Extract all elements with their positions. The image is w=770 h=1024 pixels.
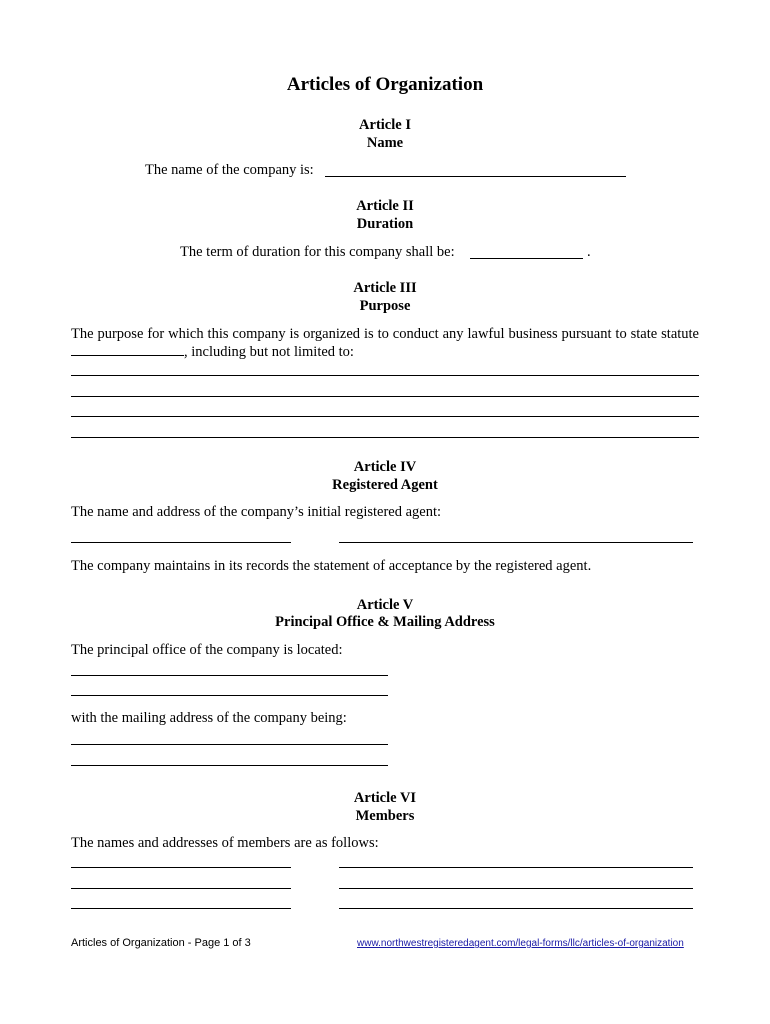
duration-label: The term of duration for this company shall be:	[180, 244, 455, 260]
registered-agent-label: The name and address of the company’s initial registered agent:	[71, 504, 442, 520]
mailing-address-label: with the mailing address of the company being:	[71, 710, 347, 726]
mailing-address-line-1[interactable]	[71, 744, 388, 745]
duration-blank[interactable]	[470, 258, 583, 259]
purpose-line-4[interactable]	[71, 437, 699, 438]
article-5-subheading: Principal Office & Mailing Address	[275, 614, 495, 630]
article-1-subheading: Name	[366, 135, 404, 151]
purpose-paragraph	[71, 325, 699, 361]
members-label: The names and addresses of members are as follows:	[71, 835, 379, 851]
member-name-line-3[interactable]	[71, 908, 291, 909]
member-name-line-2[interactable]	[71, 888, 291, 889]
article-6-heading: Article VI	[353, 790, 417, 806]
member-address-line-1[interactable]	[339, 867, 693, 868]
article-5-heading: Article V	[356, 597, 414, 613]
article-2-subheading: Duration	[356, 216, 414, 232]
member-address-line-2[interactable]	[339, 888, 693, 889]
page-footer-label: Articles of Organization - Page 1 of 3	[71, 937, 251, 949]
member-address-line-3[interactable]	[339, 908, 693, 909]
article-3-heading: Article III	[353, 280, 417, 296]
article-4-subheading: Registered Agent	[332, 477, 438, 493]
principal-office-line-1[interactable]	[71, 675, 388, 676]
acceptance-statement: The company maintains in its records the statement of acceptance by the registered agent.	[71, 558, 592, 574]
article-2-heading: Article II	[356, 198, 414, 214]
agent-name-blank[interactable]	[71, 542, 291, 543]
article-3-subheading: Purpose	[359, 298, 411, 314]
company-name-label: The name of the company is:	[145, 162, 314, 178]
principal-office-line-2[interactable]	[71, 695, 388, 696]
purpose-text-end: , including but not limited to:	[184, 344, 354, 360]
purpose-line-3[interactable]	[71, 416, 699, 417]
document-title: Articles of Organization	[286, 74, 484, 95]
company-name-blank[interactable]	[325, 176, 626, 177]
principal-office-label: The principal office of the company is located:	[71, 642, 343, 658]
purpose-text-start: The purpose for which this company is organized is to conduct any lawful business pursuant to state statute	[71, 326, 699, 342]
mailing-address-line-2[interactable]	[71, 765, 388, 766]
article-4-heading: Article IV	[353, 459, 417, 475]
duration-period: .	[587, 244, 591, 260]
statute-blank[interactable]	[71, 343, 184, 356]
article-6-subheading: Members	[355, 808, 415, 824]
article-1-heading: Article I	[359, 117, 411, 133]
agent-address-blank[interactable]	[339, 542, 693, 543]
member-name-line-1[interactable]	[71, 867, 291, 868]
purpose-line-2[interactable]	[71, 396, 699, 397]
footer-website-link[interactable]: www.northwestregisteredagent.com/legal-forms/llc/articles-of-organization	[357, 938, 684, 949]
purpose-line-1[interactable]	[71, 375, 699, 376]
